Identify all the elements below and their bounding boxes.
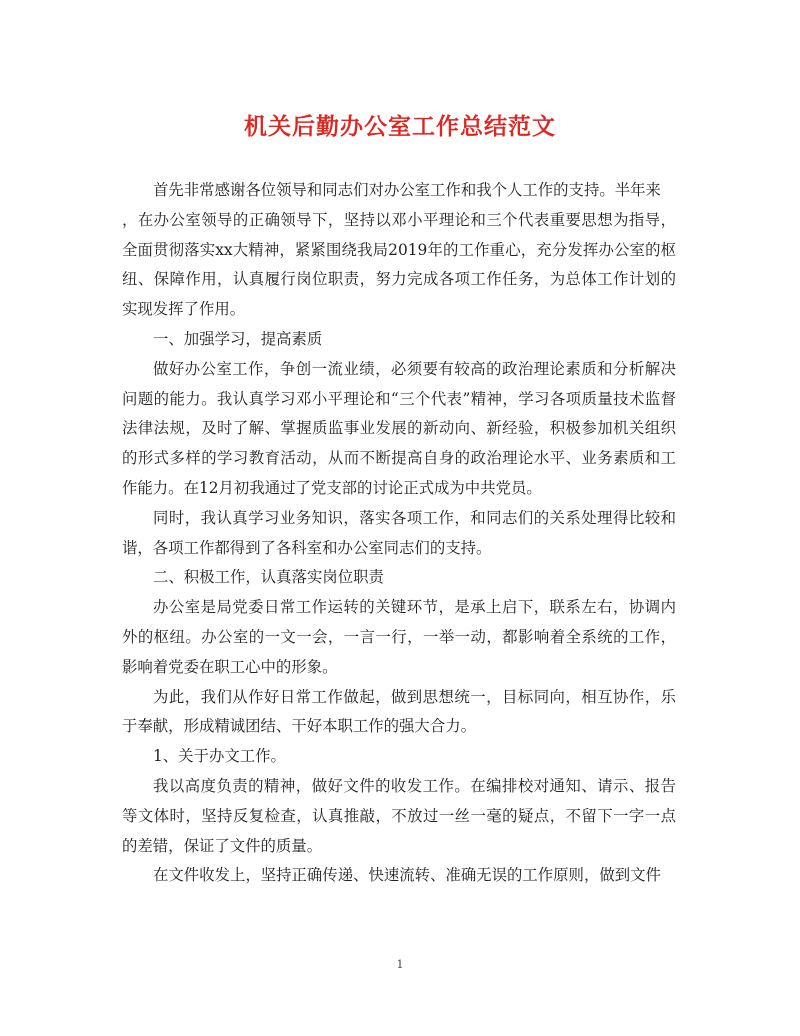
section-heading: 一、加强学习，提高素质 <box>153 329 323 348</box>
paragraph: 做好办公室工作，争创一流业绩，必须要有较高的政治理论素质和分析解决问题的能力。我认真学习邓小平理论和“三个代表”精神，学习各项质量技术监督法律法规，及时了解、掌握质监事业发展的新动向、新经验，积极参加机关组织的形式多样的学习教育活动，从而不断提高自身的政治理论水平、业务素质和工作能力。在12月初我通过了党支部的讨论正式成为中共党员。 <box>122 359 676 497</box>
document-body <box>122 176 676 891</box>
page-number: 1 <box>396 958 404 971</box>
paragraph: 为此，我们从作好日常工作做起，做到思想统一，目标同向，相互协作，乐于奉献，形成精诚团结、干好本职工作的强大合力。 <box>122 687 676 736</box>
paragraph: 办公室是局党委日常工作运转的关键环节，是承上启下，联系左右，协调内外的枢纽。办公室的一文一会，一言一行，一举一动，都影响着全系统的工作，影响着党委在职工心中的形象。 <box>122 598 676 676</box>
paragraph: 首先非常感谢各位领导和同志们对办公室工作和我个人工作的支持。半年来 <box>153 181 661 199</box>
paragraph: ，在办公室领导的正确领导下，坚持以邓小平理论和三个代表重要思想为指导，全面贯彻落实xx大精神，紧紧围绕我局2019年的工作重心，充分发挥办公室的枢纽、保障作用，认真履行岗位职责，努力完成各项工作任务，为总体工作计划的实现发挥了作用。 <box>122 210 676 319</box>
paragraph: 在文件收发上，坚持正确传递、快速流转、准确无误的工作原则，做到文件 <box>153 866 661 885</box>
paragraph: 同时，我认真学习业务知识，落实各项工作，和同志们的关系处理得比较和谐，各项工作都得到了各科室和办公室同志们的支持。 <box>122 508 676 557</box>
paragraph: 我以高度负责的精神，做好文件的收发工作。在编排校对通知、请示、报告等文体时，坚持反复检查，认真推敲，不放过一丝一毫的疑点，不留下一字一点的差错，保证了文件的质量。 <box>122 776 676 855</box>
section-heading: 二、积极工作，认真落实岗位职责 <box>153 568 384 587</box>
document-title: 机关后勤办公室工作总结范文 <box>244 113 556 140</box>
subsection-heading: 1、关于办文工作。 <box>153 747 286 766</box>
